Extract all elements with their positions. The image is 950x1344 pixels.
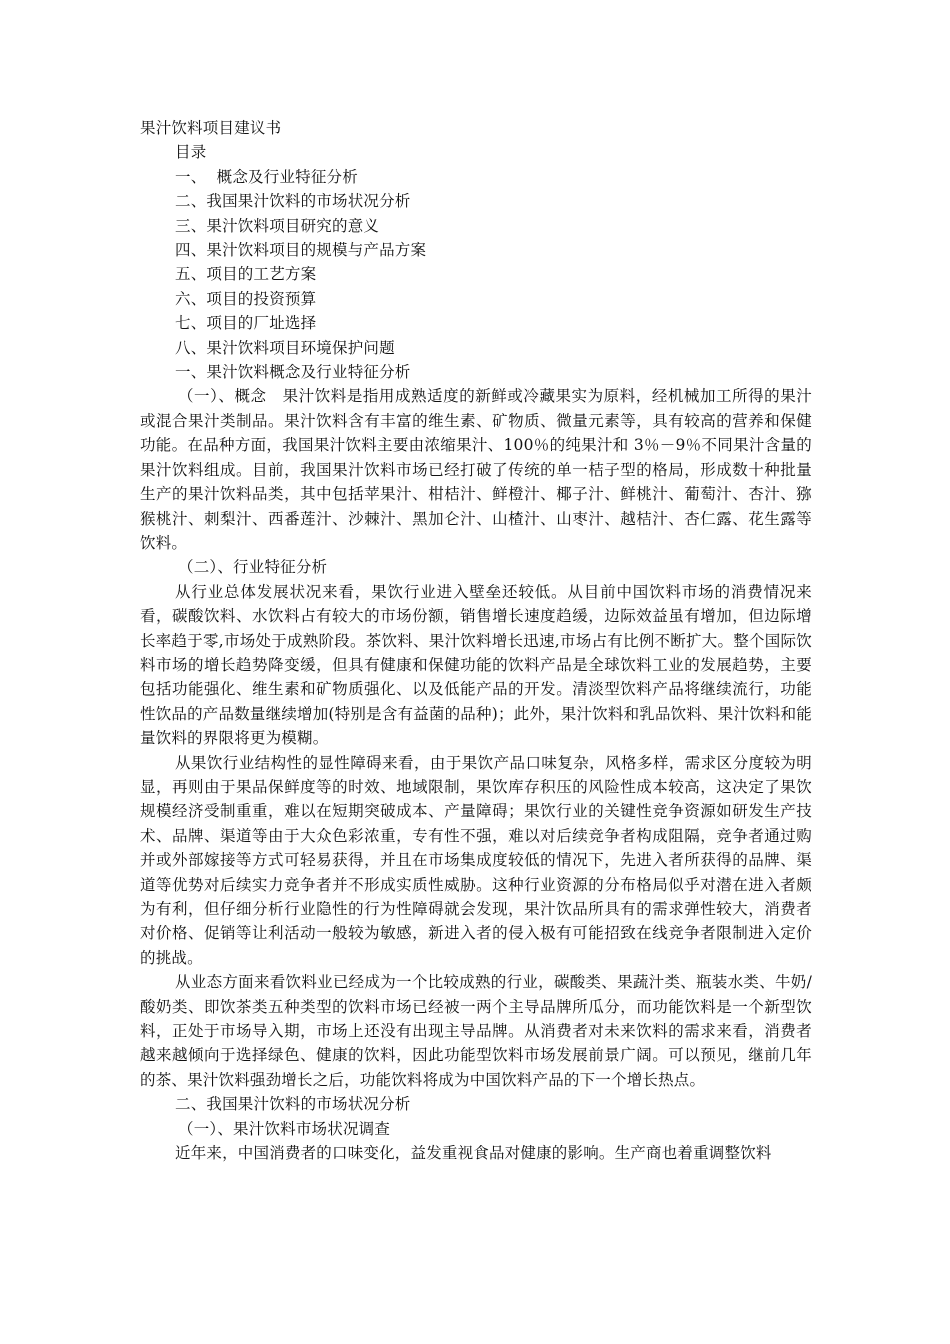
subsection-heading: （一）、果汁饮料市场状况调查: [178, 1119, 391, 1138]
paragraph-market: 近年来，中国消费者的口味变化，益发重视食品对健康的影响。生产商也着重调整饮料: [175, 1144, 772, 1163]
toc-item: 三、果汁饮料项目研究的意义: [175, 216, 380, 235]
toc-item: 二、我国果汁饮料的市场状况分析: [175, 192, 411, 211]
toc-item: 六、项目的投资预算: [175, 289, 317, 308]
section-heading: 二、我国果汁饮料的市场状况分析: [175, 1095, 411, 1114]
document-title: 果汁饮料项目建议书: [140, 119, 282, 137]
document-body: [140, 116, 812, 1165]
subsection-heading: （二）、行业特征分析: [178, 558, 328, 577]
toc-item: 七、项目的厂址选择: [175, 314, 317, 333]
toc-item: 一、 概念及行业特征分析: [175, 167, 358, 186]
section-heading: 一、果汁饮料概念及行业特征分析: [175, 363, 411, 382]
toc-item: 四、果汁饮料项目的规模与产品方案: [175, 241, 427, 260]
toc-item: 五、项目的工艺方案: [175, 265, 317, 284]
paragraph-concept: （一）、概念 果汁饮料是指用成熟适度的新鲜或冷藏果实为原料，经机械加工所得的果汁或混合果汁类制品。果汁饮料含有丰富的维生素、矿物质、微量元素等，具有较高的营养和保健功能。在品种方面，我国果汁饮料主要由浓缩果汁、100％的纯果汁和 3％－9％不同果汁含量的果汁饮料组成。目前，我国果汁饮料市场已经打破了传统的单一桔子型的格局，形成数十种批量生产的果汁饮料品类，其中包括苹果汁、柑桔汁、鲜橙汁、椰子汁、鲜桃汁、葡萄汁、杏汁、猕猴桃汁、刺梨汁、西番莲汁、沙棘汁、黑加仑汁、山楂汁、山枣汁、越桔汁、杏仁露、花生露等饮料。: [140, 387, 812, 552]
toc-heading: 目录: [175, 143, 207, 162]
paragraph-industry: 从业态方面来看饮料业已经成为一个比较成熟的行业，碳酸类、果蔬汁类、瓶装水类、牛奶/酸奶类、即饮茶类五种类型的饮料市场已经被一两个主导品牌所瓜分，而功能饮料是一个新型饮料，正处于市场导入期，市场上还没有出现主导品牌。从消费者对未来饮料的需求来看，消费者越来越倾向于选择绿色、健康的饮料，因此功能型饮料市场发展前景广阔。可以预见，继前几年的茶、果汁饮料强劲增长之后，功能饮料将成为中国饮料产品的下一个增长热点。: [140, 973, 812, 1089]
paragraph-industry: 从果饮行业结构性的显性障碍来看，由于果饮产品口味复杂，风格多样，需求区分度较为明显，再则由于果品保鲜度等的时效、地域限制，果饮库存积压的风险性成本较高，这决定了果饮规模经济受制重重，难以在短期突破成本、产量障碍；果饮行业的关键性竞争资源如研发生产技术、品牌、渠道等由于大众色彩浓重，专有性不强，难以对后续竞争者构成阻隔，竞争者通过购并或外部嫁接等方式可轻易获得，并且在市场集成度较低的情况下，先进入者所获得的品牌、渠道等优势对后续实力竞争者并不形成实质性威胁。这种行业资源的分布格局似乎对潜在进入者颇为有利，但仔细分析行业隐性的行为性障碍就会发现，果汁饮品所具有的需求弹性较大，消费者对价格、促销等让利活动一般较为敏感，新进入者的侵入极有可能招致在线竞争者限制进入定价的挑战。: [140, 753, 812, 967]
toc-item: 八、果汁饮料项目环境保护问题: [175, 338, 395, 357]
paragraph-industry: 从行业总体发展状况来看，果饮行业进入壁垒还较低。从目前中国饮料市场的消费情况来看，碳酸饮料、水饮料占有较大的市场份额，销售增长速度趋缓，边际效益虽有增加，但边际增长率趋于零,市场处于成熟阶段。茶饮料、果汁饮料增长迅速,市场占有比例不断扩大。整个国际饮料市场的增长趋势降变缓，但具有健康和保健功能的饮料产品是全球饮料工业的发展趋势，主要包括功能强化、维生素和矿物质强化、以及低能产品的开发。清淡型饮料产品将继续流行，功能性饮品的产品数量继续增加(特别是含有益菌的品种)；此外，果汁饮料和乳品饮料、果汁饮料和能量饮料的界限将更为模糊。: [140, 582, 812, 748]
